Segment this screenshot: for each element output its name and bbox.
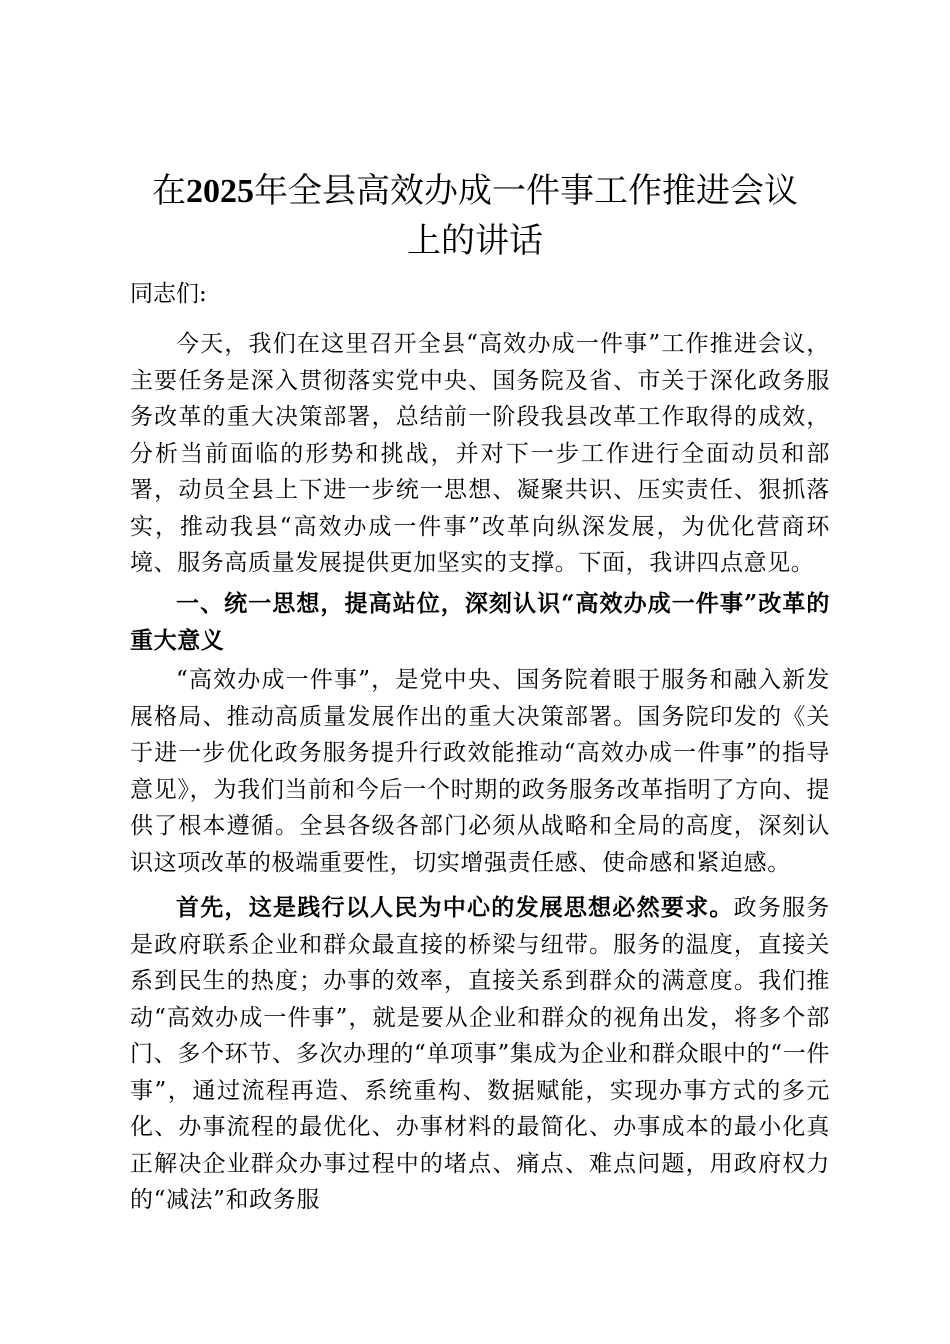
point-1-lead: 首先，这是践行以人民为中心的发展思想必然要求。	[176, 894, 734, 921]
section-1-heading: 一、统一思想，提高站位，深刻认识“高效办成一件事”改革的重大意义	[130, 590, 830, 654]
document-title-line1	[120, 166, 830, 217]
point-1-paragraph	[130, 890, 830, 1219]
document-title-line2: 上的讲话	[407, 221, 543, 261]
point-1-text: 政务服务是政府联系企业和群众最直接的桥梁与纽带。服务的温度，直接关系到民生的热度；办事的效率，直接关系到群众的满意度。我们推动“高效办成一件事”，就是要从企业和群众的视角出发，将多个部门、多个环节、多次办理的“单项事”集成为企业和群众眼中的“一件事”，通过流程再造、系统重构、数据赋能，实现办事方式的多元化、办事流程的最优化、办事材料的最简化、办事成本的最小化真正解决企业群众办事过程中的堵点、痛点、难点问题，用政府权力的“减法”和政务服	[130, 895, 830, 1213]
intro-paragraph: 今天，我们在这里召开全县“高效办成一件事”工作推进会议，主要任务是深入贯彻落实党中央、国务院及省、市关于深化政务服务改革的重大决策部署，总结前一阶段我县改革工作取得的成效，分析当前面临的形势和挑战，并对下一步工作进行全面动员和部署，动员全县上下进一步统一思想、凝聚共识、压实责任、狠抓落实，推动我县“高效办成一件事”改革向纵深发展，为优化营商环境、服务高质量发展提供更加坚实的支撑。下面，我讲四点意见。	[130, 331, 830, 576]
salutation: 同志们:	[130, 281, 207, 307]
title-year: 2025	[186, 173, 254, 210]
title-suffix: 年全县高效办成一件事工作推进会议	[254, 171, 798, 211]
title-prefix: 在	[152, 171, 186, 211]
section-1-paragraph: “高效办成一件事”，是党中央、国务院着眼于服务和融入新发展格局、推动高质量发展作出的重大决策部署。国务院印发的《关于进一步优化政务服务提升行政效能推动“高效办成一件事”的指导意见》，为我们当前和今后一个时期的政务服务改革指明了方向、提供了根本遵循。全县各级各部门必须从战略和全局的高度，深刻认识这项改革的极端重要性，切实增强责任感、使命感和紧迫感。	[130, 667, 830, 876]
